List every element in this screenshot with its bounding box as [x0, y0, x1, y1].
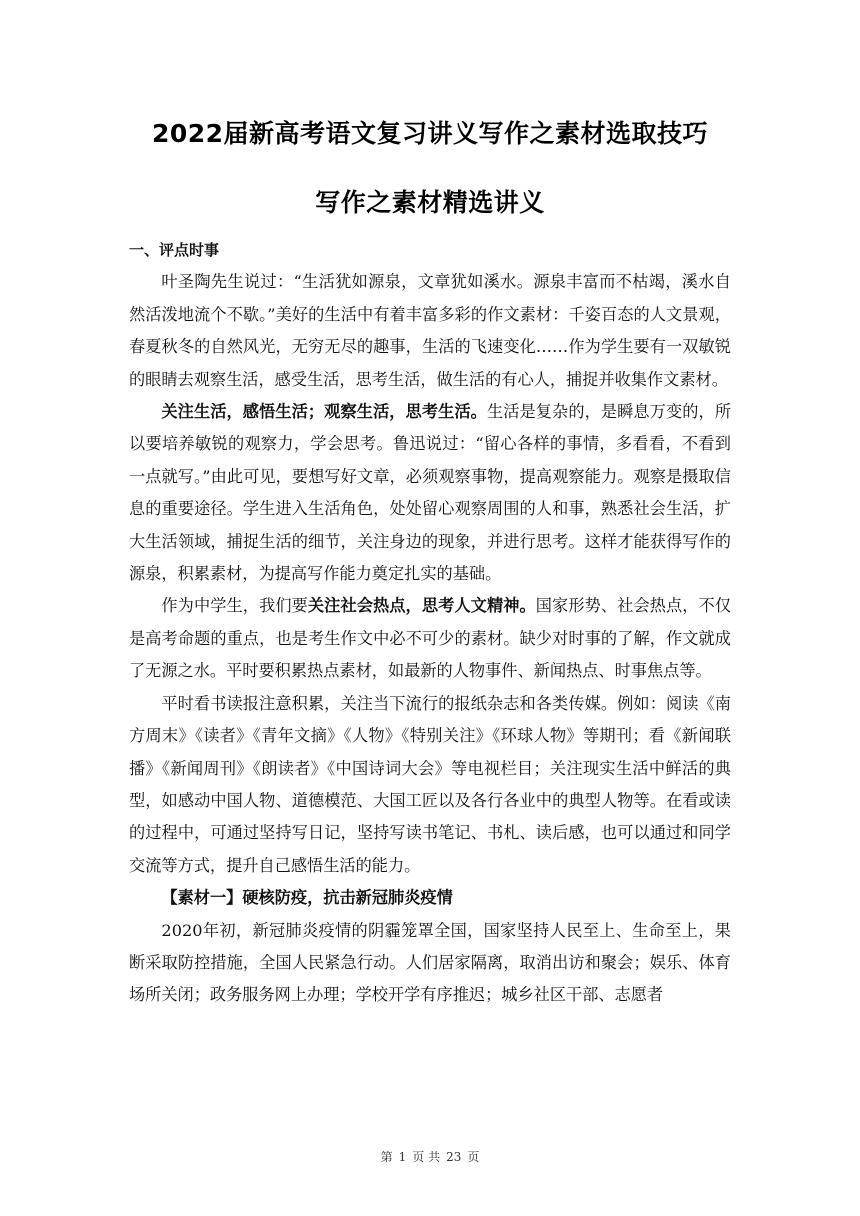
- document-title: 2022届新高考语文复习讲义写作之素材选取技巧: [151, 119, 709, 148]
- footer-prefix: 第: [380, 1150, 393, 1164]
- footer-current-page: 1: [398, 1150, 407, 1164]
- document-subtitle: 写作之素材精选讲义: [315, 188, 545, 217]
- material-heading: 【素材一】硬核防疫，抗击新冠肺炎疫情: [161, 888, 453, 908]
- footer-total-pages: 23: [446, 1150, 462, 1164]
- document-body: [129, 234, 731, 1012]
- paragraph-1: 叶圣陶先生说过：“生活犹如源泉，文章犹如溪水。源泉丰富而不枯竭，溪水自然活泼地流个不歇。”美好的生活中有着丰富多彩的作文素材：千姿百态的人文景观，春夏秋冬的自然风光，无穷无尽的趣事，生活的飞速变化……作为学生要有一双敏锐的眼睛去观察生活，感受生活，思考生活，做生活的有心人，捕捉并收集作文素材。: [129, 272, 731, 389]
- paragraph-4: 平时看书读报注意积累，关注当下流行的报纸杂志和各类传媒。例如：阅读《南方周末》《读者》《青年文摘》《人物》《特别关注》《环球人物》等期刊；看《新闻联播》《新闻周刊》《朗读者》《中国诗词大会》等电视栏目；关注现实生活中鲜活的典型，如感动中国人物、道德模范、大国工匠以及各行各业中的典型人物等。在看或读的过程中，可通过坚持写日记，坚持写读书笔记、书札、读后感，也可以通过和同学交流等方式，提升自己感悟生活的能力。: [129, 693, 731, 875]
- paragraph-3-text: 国家形势、社会热点，不仅是高考命题的重点，也是考生作文中必不可少的素材。缺少对时事的了解，作文就成了无源之水。平时要积累热点素材，如最新的人物事件、新闻热点、时事焦点等。: [129, 596, 732, 681]
- page-footer: [0, 1148, 860, 1165]
- paragraph-2: [129, 396, 731, 590]
- footer-middle: 页 共: [412, 1150, 441, 1164]
- paragraph-3-emphasis: 关注社会热点，思考人文精神。: [307, 596, 536, 616]
- paragraph-3-lead: 作为中学生，我们要: [161, 596, 308, 616]
- section-heading: 一、评点时事: [129, 241, 220, 259]
- paragraph-2-text: 生活是复杂的，是瞬息万变的，所以要培养敏锐的观察力，学会思考。鲁迅说过：“留心各样的事情，多看看，不看到一点就写。”由此可见，要想写好文章，必须观察事物，提高观察能力。观察是摄取信息的重要途径。学生进入生活角色，处处留心观察周围的人和事，熟悉社会生活，扩大生活领域，捕捉生活的细节，关注身边的现象，并进行思考。这样才能获得写作的源泉，积累素材，为提高写作能力奠定扎实的基础。: [129, 402, 732, 584]
- paragraph-2-emphasis: 关注生活，感悟生活；观察生活，思考生活。: [161, 402, 487, 422]
- paragraph-5: 2020年初，新冠肺炎疫情的阴霾笼罩全国，国家坚持人民至上、生命至上，果断采取防控措施，全国人民紧急行动。人们居家隔离，取消出访和聚会；娱乐、体育场所关闭；政务服务网上办理；学校开学有序推迟；城乡社区干部、志愿者: [129, 920, 731, 1005]
- paragraph-3: [129, 590, 731, 687]
- footer-suffix: 页: [467, 1150, 480, 1164]
